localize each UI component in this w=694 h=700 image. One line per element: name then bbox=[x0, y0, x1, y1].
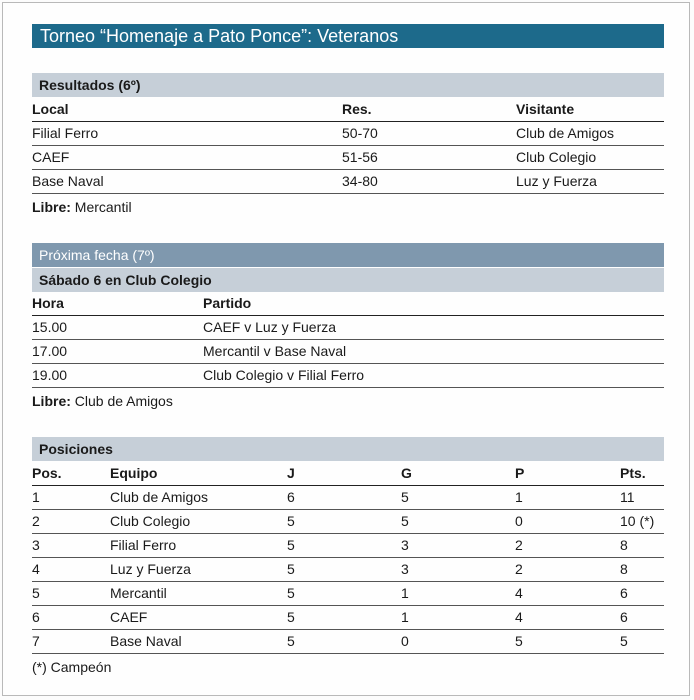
lost: 1 bbox=[515, 489, 523, 505]
lost: 4 bbox=[515, 585, 523, 601]
table-row bbox=[32, 364, 664, 388]
team-name: Luz y Fuerza bbox=[110, 561, 191, 577]
lost: 0 bbox=[515, 513, 523, 529]
position: 7 bbox=[32, 633, 40, 649]
won: 5 bbox=[401, 489, 409, 505]
next-header-row bbox=[32, 292, 664, 316]
points: 8 bbox=[620, 537, 628, 553]
results-header-row bbox=[32, 98, 664, 122]
col-j: J bbox=[287, 465, 295, 481]
points: 6 bbox=[620, 609, 628, 625]
local-team: CAEF bbox=[32, 149, 70, 165]
table-row bbox=[32, 582, 664, 606]
position: 2 bbox=[32, 513, 40, 529]
table-row bbox=[32, 316, 664, 340]
col-equipo: Equipo bbox=[110, 465, 158, 481]
won: 0 bbox=[401, 633, 409, 649]
page-title: Torneo “Homenaje a Pato Ponce”: Veteranos bbox=[32, 24, 664, 48]
won: 1 bbox=[401, 609, 409, 625]
team-name: Club de Amigos bbox=[110, 489, 209, 505]
points: 5 bbox=[620, 633, 628, 649]
col-p: P bbox=[515, 465, 525, 481]
position: 1 bbox=[32, 489, 40, 505]
libre-value: Mercantil bbox=[70, 199, 132, 215]
played: 5 bbox=[287, 609, 295, 625]
libre-label: Libre: bbox=[32, 393, 71, 409]
table-row bbox=[32, 558, 664, 582]
position: 4 bbox=[32, 561, 40, 577]
match-time: 17.00 bbox=[32, 343, 68, 359]
col-visitante: Visitante bbox=[516, 101, 575, 117]
col-g: G bbox=[401, 465, 412, 481]
table-row bbox=[32, 606, 664, 630]
played: 5 bbox=[287, 561, 295, 577]
match-time: 15.00 bbox=[32, 319, 68, 335]
points: 11 bbox=[620, 489, 635, 505]
lost: 5 bbox=[515, 633, 523, 649]
next-round-subheading: Sábado 6 en Club Colegio bbox=[32, 268, 664, 292]
table-row bbox=[32, 630, 664, 654]
visiting-team: Club Colegio bbox=[516, 149, 597, 165]
col-hora: Hora bbox=[32, 295, 64, 311]
points: 8 bbox=[620, 561, 628, 577]
team-name: CAEF bbox=[110, 609, 148, 625]
col-partido: Partido bbox=[203, 295, 252, 311]
table-row bbox=[32, 510, 664, 534]
footnote: (*) Campeón bbox=[32, 659, 112, 675]
played: 5 bbox=[287, 513, 295, 529]
libre-label: Libre: bbox=[32, 199, 71, 215]
results-heading: Resultados (6º) bbox=[32, 73, 664, 97]
table-row bbox=[32, 486, 664, 510]
col-local: Local bbox=[32, 101, 69, 117]
position: 6 bbox=[32, 609, 40, 625]
col-res: Res. bbox=[342, 101, 372, 117]
col-pts: Pts. bbox=[620, 465, 646, 481]
lost: 4 bbox=[515, 609, 523, 625]
match-teams: Mercantil v Base Naval bbox=[203, 343, 347, 359]
position: 5 bbox=[32, 585, 40, 601]
standings-heading: Posiciones bbox=[32, 437, 664, 461]
next-libre-note bbox=[32, 389, 173, 413]
played: 5 bbox=[287, 537, 295, 553]
match-teams: Club Colegio v Filial Ferro bbox=[203, 367, 365, 383]
local-team: Base Naval bbox=[32, 173, 104, 189]
team-name: Base Naval bbox=[110, 633, 182, 649]
played: 6 bbox=[287, 489, 295, 505]
results-libre-note bbox=[32, 195, 132, 219]
visiting-team: Club de Amigos bbox=[516, 125, 615, 141]
won: 3 bbox=[401, 561, 409, 577]
points: 6 bbox=[620, 585, 628, 601]
table-row bbox=[32, 122, 664, 146]
won: 5 bbox=[401, 513, 409, 529]
libre-value: Club de Amigos bbox=[70, 393, 173, 409]
match-teams: CAEF v Luz y Fuerza bbox=[203, 319, 337, 335]
table-row bbox=[32, 146, 664, 170]
position: 3 bbox=[32, 537, 40, 553]
team-name: Club Colegio bbox=[110, 513, 191, 529]
lost: 2 bbox=[515, 537, 523, 553]
table-row bbox=[32, 534, 664, 558]
score: 34-80 bbox=[342, 173, 378, 189]
score: 51-56 bbox=[342, 149, 378, 165]
visiting-team: Luz y Fuerza bbox=[516, 173, 597, 189]
team-name: Mercantil bbox=[110, 585, 167, 601]
next-round-heading: Próxima fecha (7º) bbox=[32, 243, 664, 267]
played: 5 bbox=[287, 633, 295, 649]
played: 5 bbox=[287, 585, 295, 601]
match-time: 19.00 bbox=[32, 367, 68, 383]
won: 3 bbox=[401, 537, 409, 553]
local-team: Filial Ferro bbox=[32, 125, 99, 141]
team-name: Filial Ferro bbox=[110, 537, 177, 553]
lost: 2 bbox=[515, 561, 523, 577]
standings-header-row bbox=[32, 462, 664, 486]
table-row bbox=[32, 340, 664, 364]
points: 10 (*) bbox=[620, 513, 655, 529]
col-pos: Pos. bbox=[32, 465, 62, 481]
score: 50-70 bbox=[342, 125, 378, 141]
table-row bbox=[32, 170, 664, 194]
won: 1 bbox=[401, 585, 409, 601]
